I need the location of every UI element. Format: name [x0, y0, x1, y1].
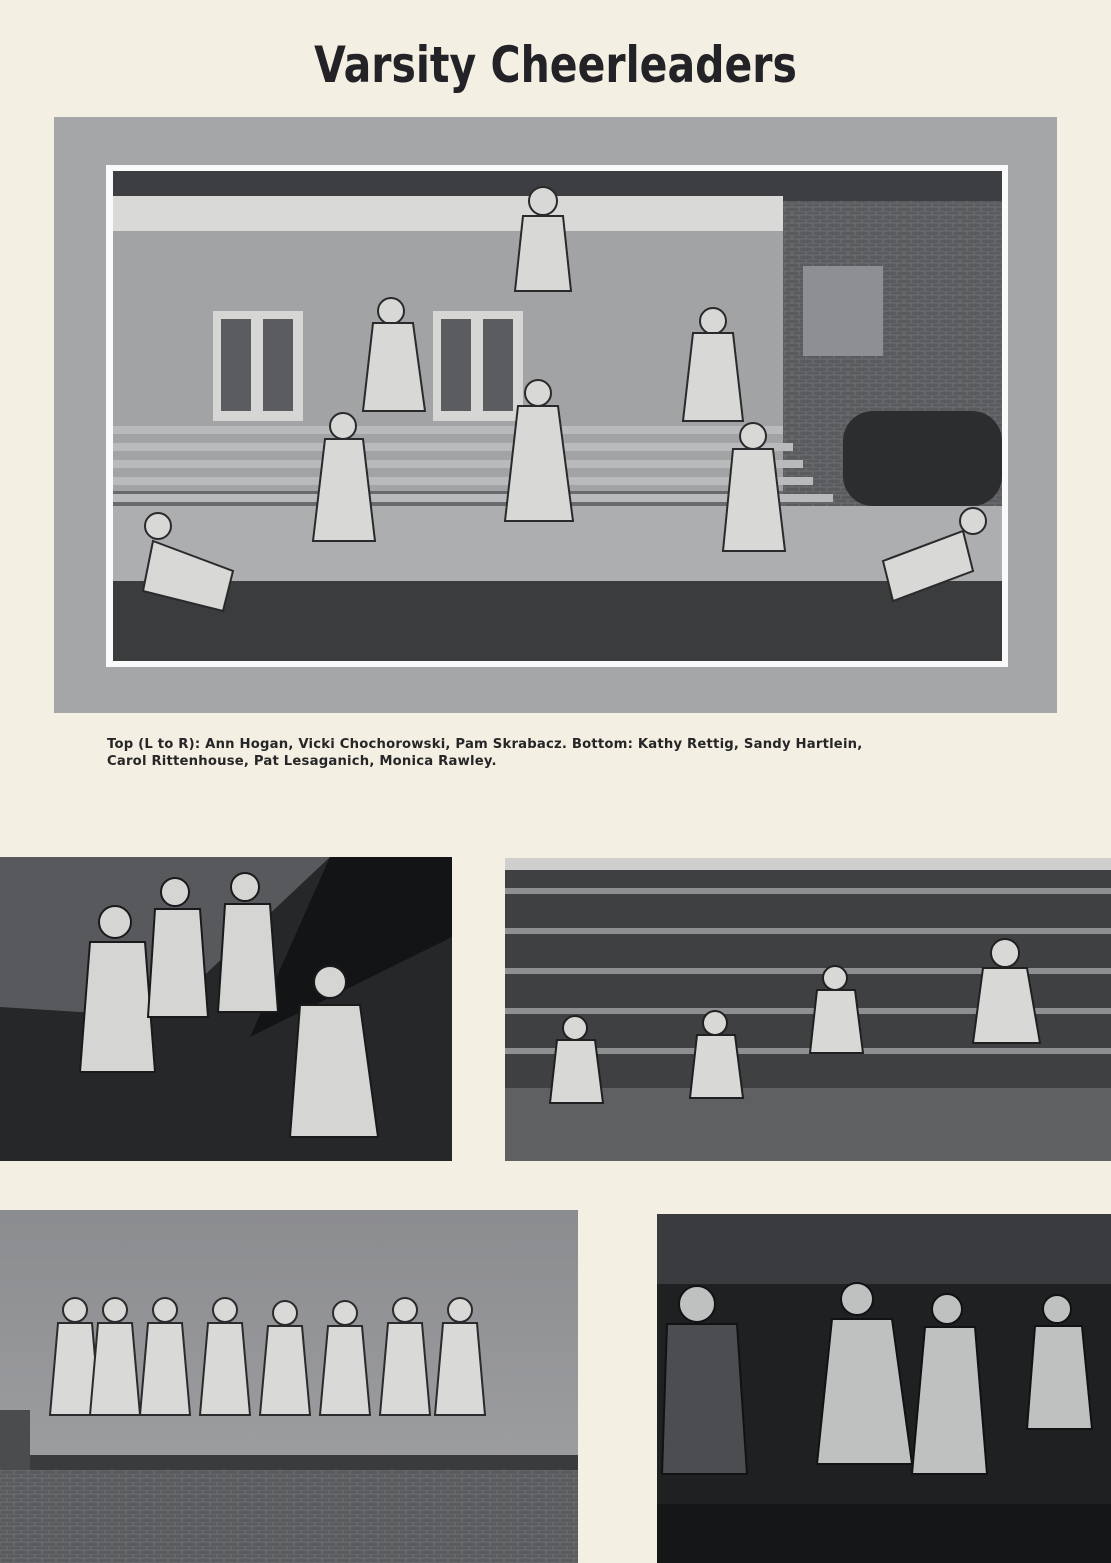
caption-line-2: Carol Rittenhouse, Pat Lesaganich, Monica Rawley. — [107, 754, 497, 769]
page-title: Varsity Cheerleaders — [314, 36, 797, 94]
rooftop-line-photo — [0, 1210, 578, 1563]
dance-floor-photo — [657, 1214, 1111, 1563]
pep-rally-photo — [505, 858, 1111, 1161]
caption-line-1: Top (L to R): Ann Hogan, Vicki Chochorowski, Pam Skrabacz. Bottom: Kathy Rettig, Sandy Hartlein, — [107, 737, 863, 752]
photo-caption — [107, 736, 1017, 770]
cheer-pyramid-photo — [113, 171, 1002, 661]
gym-dance-photo — [0, 857, 452, 1161]
